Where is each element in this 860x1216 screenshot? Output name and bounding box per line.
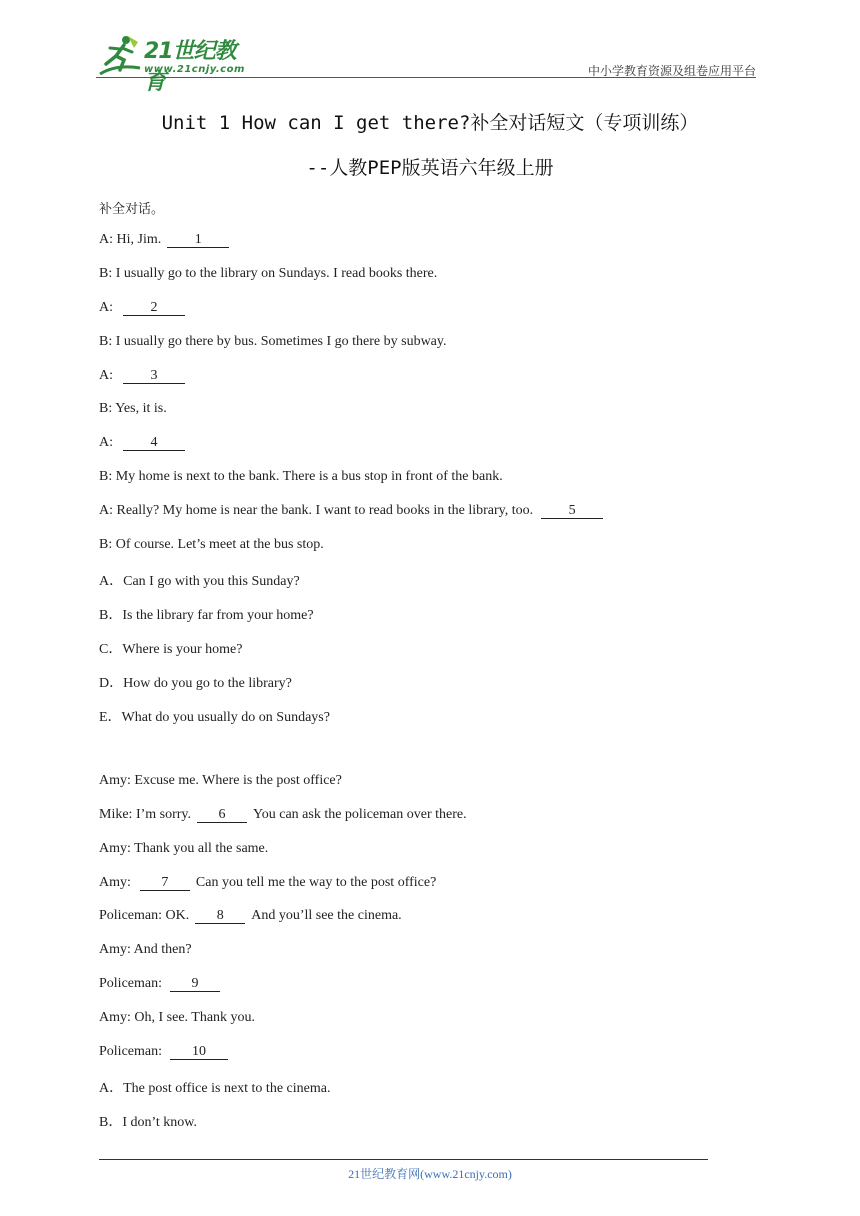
answer-blank[interactable]: 5 — [541, 503, 603, 519]
option-item: B．Is the library far from your home? — [99, 608, 314, 623]
dialog-line: B: Of course. Let’s meet at the bus stop. — [99, 537, 324, 552]
dialog-line: Amy: Thank you all the same. — [99, 841, 269, 856]
option-item: E．What do you usually do on Sundays? — [99, 710, 330, 725]
dialog-line: B: Yes, it is. — [99, 401, 167, 416]
answer-blank[interactable]: 3 — [123, 368, 185, 384]
answer-blank[interactable]: 6 — [197, 807, 247, 823]
option-item: D．How do you go to the library? — [99, 676, 292, 691]
site-logo — [96, 34, 256, 95]
dialog-line: A: Really? My home is near the bank. I want to read books in the library, too. 5 — [99, 503, 609, 519]
page-header — [96, 30, 756, 95]
dialog-line: B: I usually go there by bus. Sometimes I go there by subway. — [99, 334, 447, 349]
page-title: Unit 1 How can I get there?补全对话短文（专项训练） — [161, 112, 699, 134]
answer-blank[interactable]: 4 — [123, 435, 185, 451]
footer-link[interactable]: 21世纪教育网(www.21cnjy.com) — [348, 1167, 512, 1181]
answer-blank[interactable]: 2 — [123, 300, 185, 316]
dialog-line: Amy: And then? — [99, 942, 192, 957]
dialog-line: Mike: I’m sorry. 6 You can ask the policeman over there. — [99, 807, 467, 822]
dialog-line: A: 4 — [99, 435, 191, 451]
answer-blank[interactable]: 8 — [195, 908, 245, 924]
answer-blank[interactable]: 7 — [140, 875, 190, 891]
footer-divider — [99, 1159, 708, 1160]
dialog-line: Amy: Oh, I see. Thank you. — [99, 1010, 256, 1025]
dialog-line: Amy: Excuse me. Where is the post office? — [99, 773, 342, 788]
answer-blank[interactable]: 1 — [167, 232, 229, 248]
dialog-line: A: 3 — [99, 368, 191, 384]
dialog-line: Policeman: 9 — [99, 976, 226, 992]
runner-icon — [96, 34, 142, 78]
header-slogan: 中小学教育资源及组卷应用平台 — [587, 64, 756, 78]
option-item: A．Can I go with you this Sunday? — [99, 574, 300, 589]
dialog-line: A: 2 — [99, 300, 191, 316]
answer-blank[interactable]: 9 — [170, 976, 220, 992]
option-item: A．The post office is next to the cinema. — [99, 1081, 331, 1096]
answer-blank[interactable]: 10 — [170, 1044, 228, 1060]
brand-url: www.21cnjy.com — [144, 64, 245, 75]
dialog-line: Policeman: OK. 8 And you’ll see the cinema. — [99, 908, 402, 923]
header-divider — [96, 77, 756, 78]
option-item: B．I don’t know. — [99, 1115, 197, 1130]
instruction: 补全对话。 — [99, 202, 165, 217]
dialog-line: B: I usually go to the library on Sundays. I read books there. — [99, 266, 438, 281]
dialog-line: Policeman: 10 — [99, 1044, 234, 1060]
page-subtitle: --人教PEP版英语六年级上册 — [306, 157, 554, 179]
brand-name: 21世纪教育 — [144, 39, 236, 95]
dialog-line: B: My home is next to the bank. There is a bus stop in front of the bank. — [99, 469, 503, 484]
dialog-line: A: Hi, Jim. 1 — [99, 232, 235, 248]
dialog-line: Amy: 7 Can you tell me the way to the post office? — [99, 875, 437, 890]
option-item: C．Where is your home? — [99, 642, 243, 657]
